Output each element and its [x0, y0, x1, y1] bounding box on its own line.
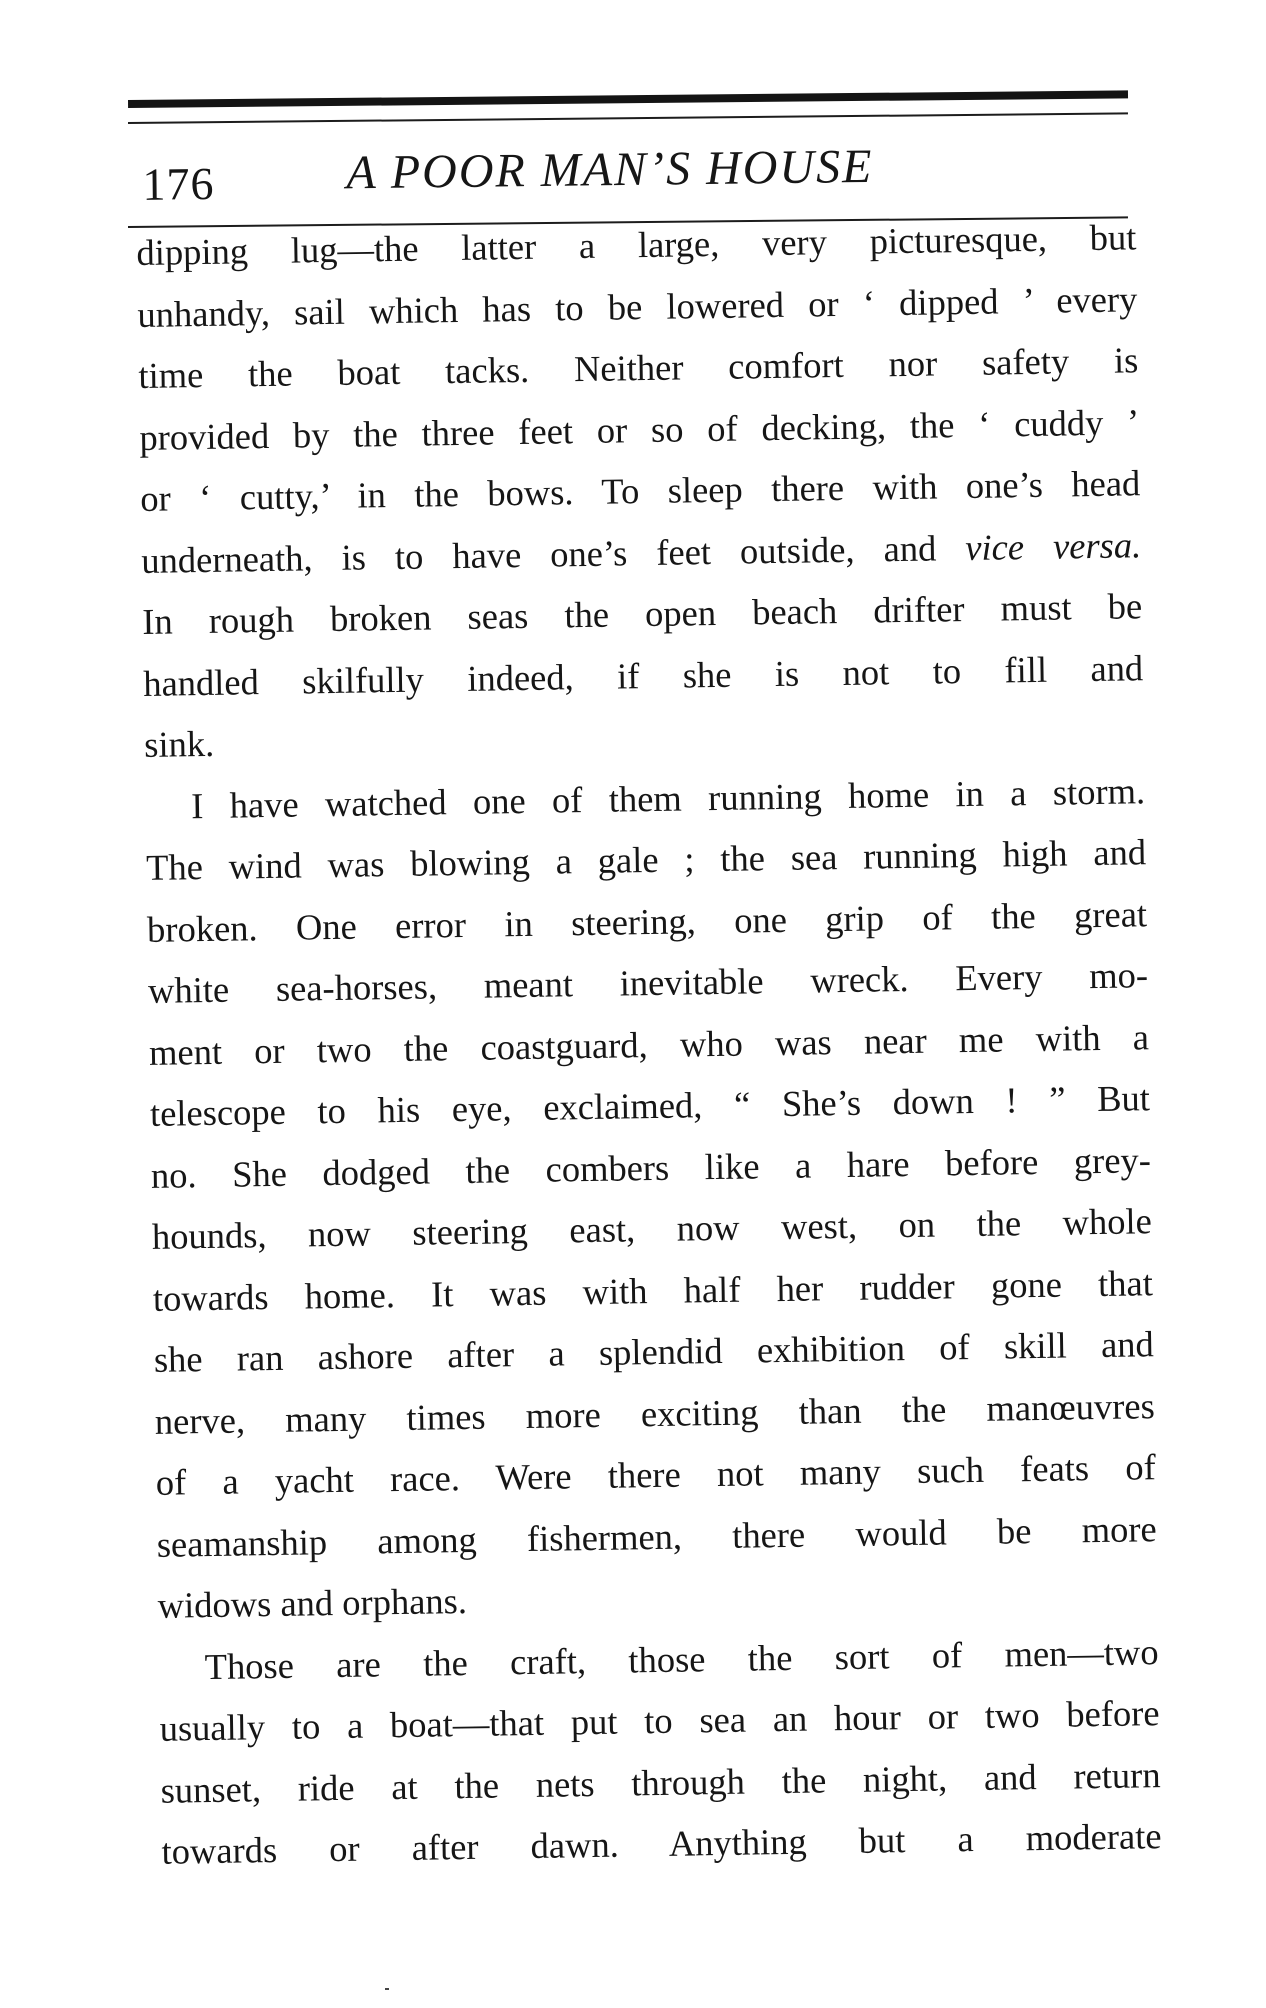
text-line: nerve, many times more exciting than the manœuvres [154, 1384, 1156, 1442]
text-line: usually to a boat—that put to sea an hour or two before [159, 1692, 1160, 1749]
text-line: hounds, now steering east, now west, on the whole [151, 1200, 1153, 1257]
text-line: handled skilfully indeed, if she is not to fill and [142, 646, 1144, 704]
page-number: 176 [142, 157, 215, 210]
text-line: The wind was blowing a gale ; the sea running high and [145, 831, 1147, 888]
text-line: seamanship among fishermen, there would be more [156, 1507, 1157, 1565]
text-line: or ‘ cutty,’ in the bows. To sleep there with one’s head [140, 462, 1141, 519]
paragraph-2 [145, 760, 1158, 1637]
text-line: I have watched one of them running home in a storm. [190, 769, 1146, 826]
text-line: time the boat tacks. Neither comfort nor safety is [138, 339, 1139, 396]
text-line: white sea-horses, meant inevitable wreck. Every mo- [147, 954, 1149, 1011]
text-line: provided by the three feet or so of decking, the ‘ cuddy ’ [139, 400, 1140, 458]
text-line: unhandy, sail which has to be lowered or ‘ dipped ’ every [137, 277, 1138, 335]
text-line: towards or after dawn. Anything but a moderate [161, 1815, 1162, 1872]
text-line: no. She dodged the combers like a hare before grey- [150, 1138, 1152, 1196]
paragraph-1 [136, 206, 1145, 775]
text-line: broken. One error in steering, one grip of the great [146, 892, 1148, 950]
text-line: sunset, ride at the nets through the night, and return [160, 1753, 1161, 1811]
running-title: A POOR MAN’S HOUSE [345, 139, 874, 200]
text-line: Those are the craft, those the sort of men—two [204, 1630, 1159, 1687]
text-line: of a yacht race. Were there not many such feats of [155, 1446, 1156, 1503]
header-rule-thin [128, 112, 1128, 124]
header-rule-thick [128, 90, 1128, 108]
text-line: sink. [143, 722, 215, 765]
text-line: widows and orphans. [157, 1579, 468, 1626]
text-line: dipping lug—the latter a large, very picturesque, but [136, 216, 1137, 273]
print-speck [385, 1988, 389, 1990]
text-line: In rough broken seas the open beach drifter must be [141, 585, 1143, 642]
text-line: ment or two the coastguard, who was near me with a [148, 1015, 1150, 1073]
text-line: telescope to his eye, exclaimed, “ She’s down ! ” But [149, 1077, 1151, 1134]
text-line: she ran ashore after a splendid exhibition of skill and [153, 1323, 1155, 1380]
page-header [128, 136, 1129, 212]
italic-phrase: vice versa. [964, 523, 1142, 568]
text-line: towards home. It was with half her rudder gone that [152, 1261, 1154, 1319]
body-text [136, 206, 1162, 1882]
paragraph-3 [158, 1621, 1162, 1883]
text-line-part: underneath, is to have one’s feet outside, and [140, 526, 937, 581]
